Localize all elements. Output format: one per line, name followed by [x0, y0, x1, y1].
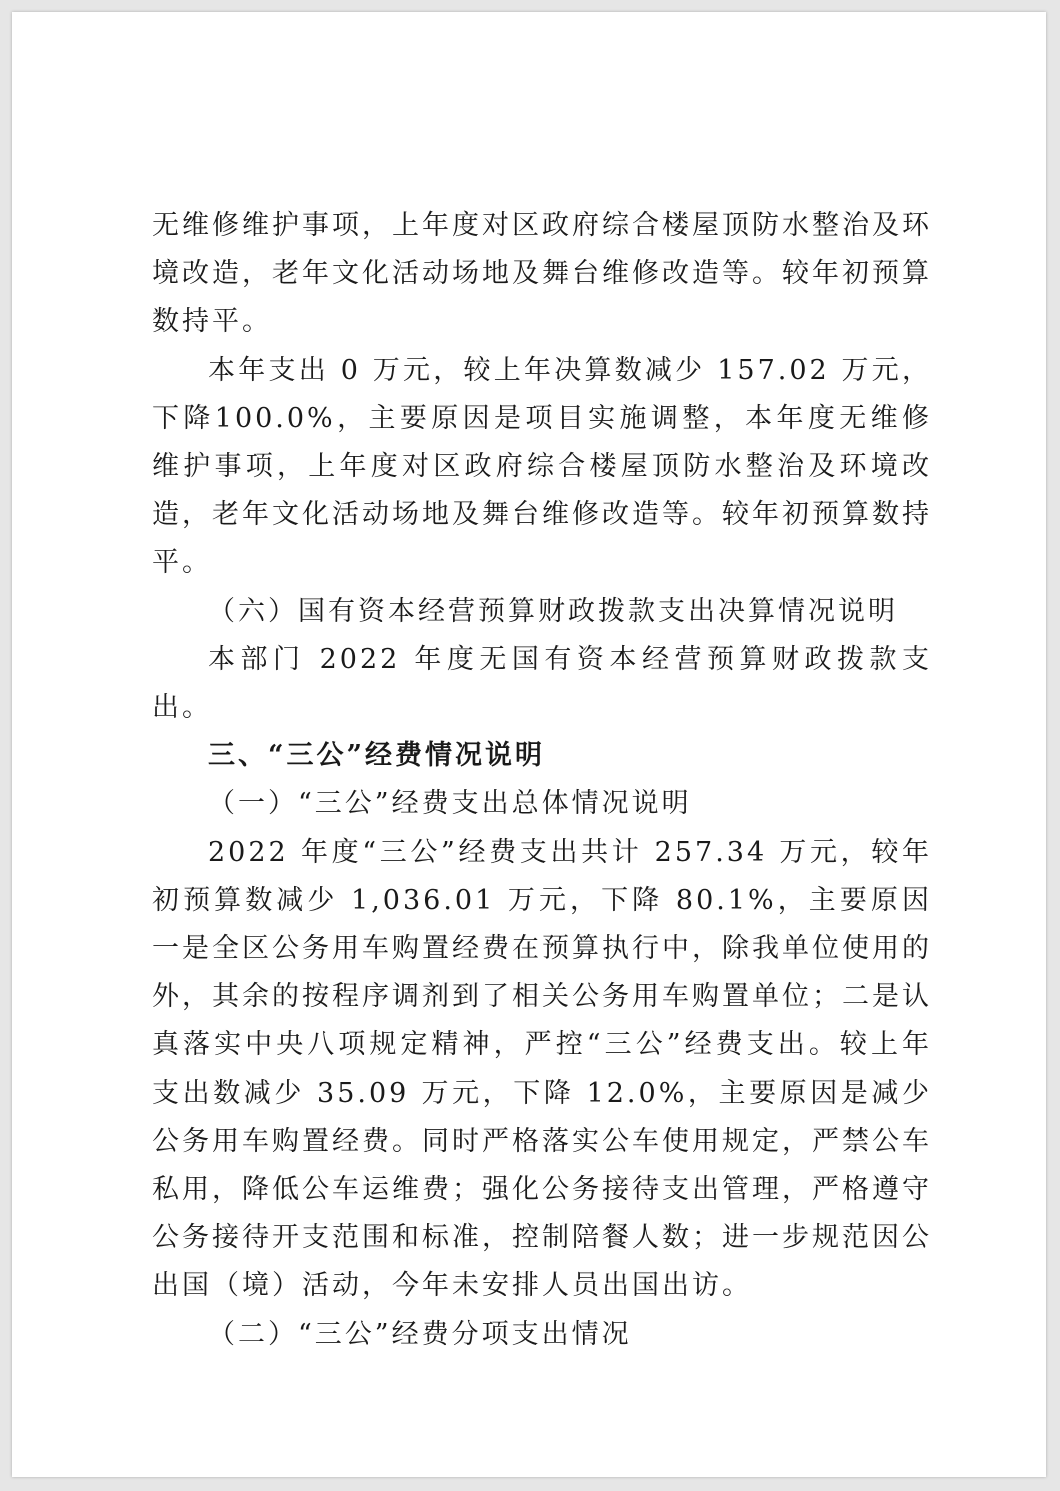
paragraph-state-capital: 本部门 2022 年度无国有资本经营预算财政拨款支出。 — [152, 643, 932, 724]
section-heading-itemized: （二）“三公”经费分项支出情况 — [208, 1318, 632, 1350]
section-heading-overall: （一）“三公”经费支出总体情况说明 — [208, 788, 692, 820]
paragraph-expenditure-this-year: 本年支出 0 万元，较上年决算数减少 157.02 万元，下降100.0%，主要原因是项目实施调整，本年度无维修维护事项，上年度对区政府综合楼屋顶防水整治及环境改造，老年文化活动场地及舞台维修改造等。较年初预算数持平。 — [152, 354, 932, 579]
document-page — [12, 12, 1046, 1477]
section-heading-state-capital: （六）国有资本经营预算财政拨款支出决算情况说明 — [208, 595, 898, 627]
section-heading-three-public: 三、“三公”经费情况说明 — [208, 740, 546, 772]
document-body — [152, 202, 932, 1359]
paragraph-continuation: 无维修维护事项，上年度对区政府综合楼屋顶防水整治及环境改造，老年文化活动场地及舞台维修改造等。较年初预算数持平。 — [152, 210, 932, 338]
paragraph-three-public-overall: 2022 年度“三公”经费支出共计 257.34 万元，较年初预算数减少 1,036.01 万元，下降 80.1%，主要原因一是全区公务用车购置经费在预算执行中，除我单位使用的外，其余的按程序调剂到了相关公务用车购置单位；二是认真落实中央八项规定精神，严控“三公”经费支出。较上年支出数减少 35.09 万元，下降 12.0%，主要原因是减少公务用车购置经费。同时严格落实公车使用规定，严禁公车私用，降低公车运维费；强化公务接待支出管理，严格遵守公务接待开支范围和标准，控制陪餐人数；进一步规范因公出国（境）活动，今年未安排人员出国出访。 — [152, 836, 932, 1302]
